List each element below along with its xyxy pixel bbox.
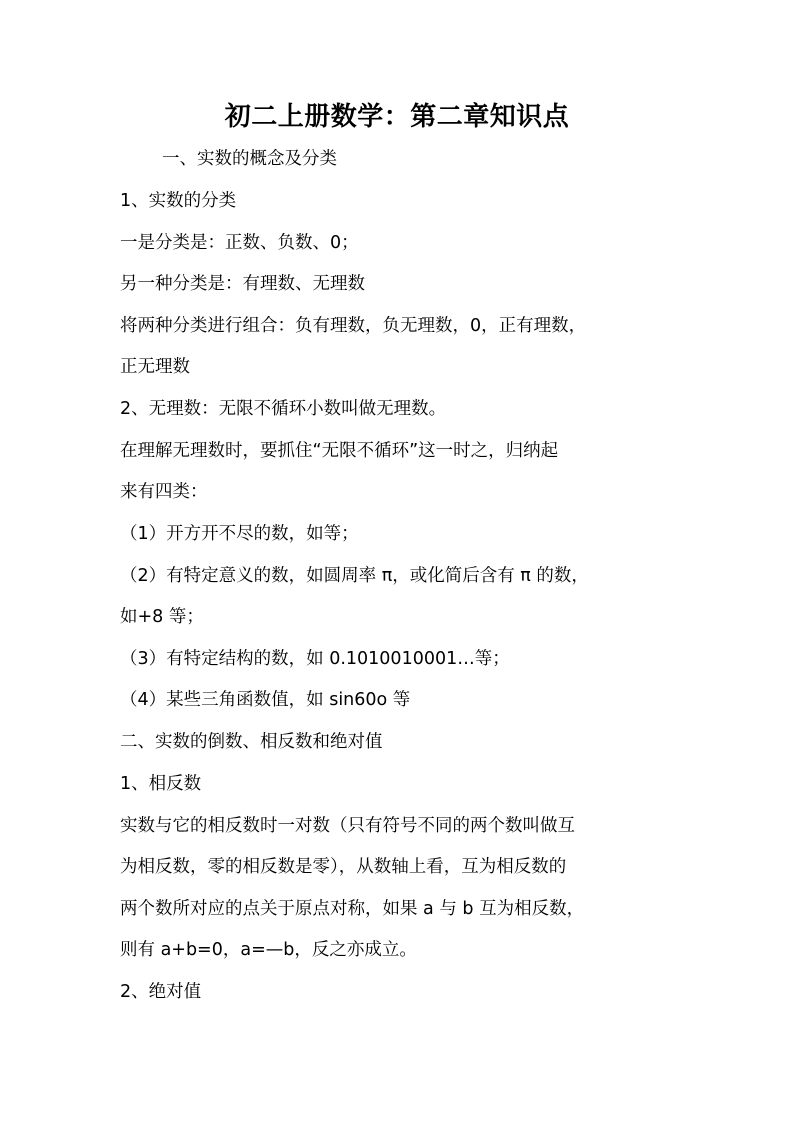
paragraph-line: 两个数所对应的点关于原点对称，如果 a 与 b 互为相反数， (120, 899, 585, 919)
subheading-irrational-numbers: 2、无理数：无限不循环小数叫做无理数。 (120, 399, 447, 419)
paragraph-line: 将两种分类进行组合：负有理数，负无理数，0，正有理数， (120, 316, 587, 336)
list-item: （3）有特定结构的数，如 0.1010010001…等； (120, 649, 510, 669)
paragraph-line: 为相反数，零的相反数是零），从数轴上看，互为相反数的 (120, 857, 567, 877)
section-heading-1: 一、实数的概念及分类 (162, 149, 337, 169)
paragraph-line: 正无理数 (120, 357, 190, 377)
document-title: 初二上册数学：第二章知识点 (224, 102, 570, 132)
paragraph-line: 另一种分类是：有理数、无理数 (120, 274, 365, 294)
paragraph-line: 在理解无理数时，要抓住“无限不循环”这一时之，归纳起 (120, 441, 559, 461)
subheading-absolute-value: 2、绝对值 (120, 982, 202, 1002)
list-item-continuation: 如+8 等； (120, 607, 204, 627)
paragraph-line: 则有 a+b=0，a=—b，反之亦成立。 (120, 940, 417, 960)
paragraph-line: 来有四类： (120, 482, 208, 502)
list-item: （2）有特定意义的数，如圆周率 π，或化简后含有 π 的数， (120, 566, 589, 586)
section-heading-2: 二、实数的倒数、相反数和绝对值 (120, 732, 383, 752)
list-item: （1）开方开不尽的数，如等； (120, 524, 359, 544)
subheading-opposite-numbers: 1、相反数 (120, 774, 202, 794)
list-item: （4）某些三角函数值，如 sin60o 等 (120, 690, 411, 710)
subheading-real-number-classification: 1、实数的分类 (120, 191, 237, 211)
paragraph-line: 实数与它的相反数时一对数（只有符号不同的两个数叫做互 (120, 816, 575, 836)
paragraph-line: 一是分类是：正数、负数、0； (120, 233, 359, 253)
